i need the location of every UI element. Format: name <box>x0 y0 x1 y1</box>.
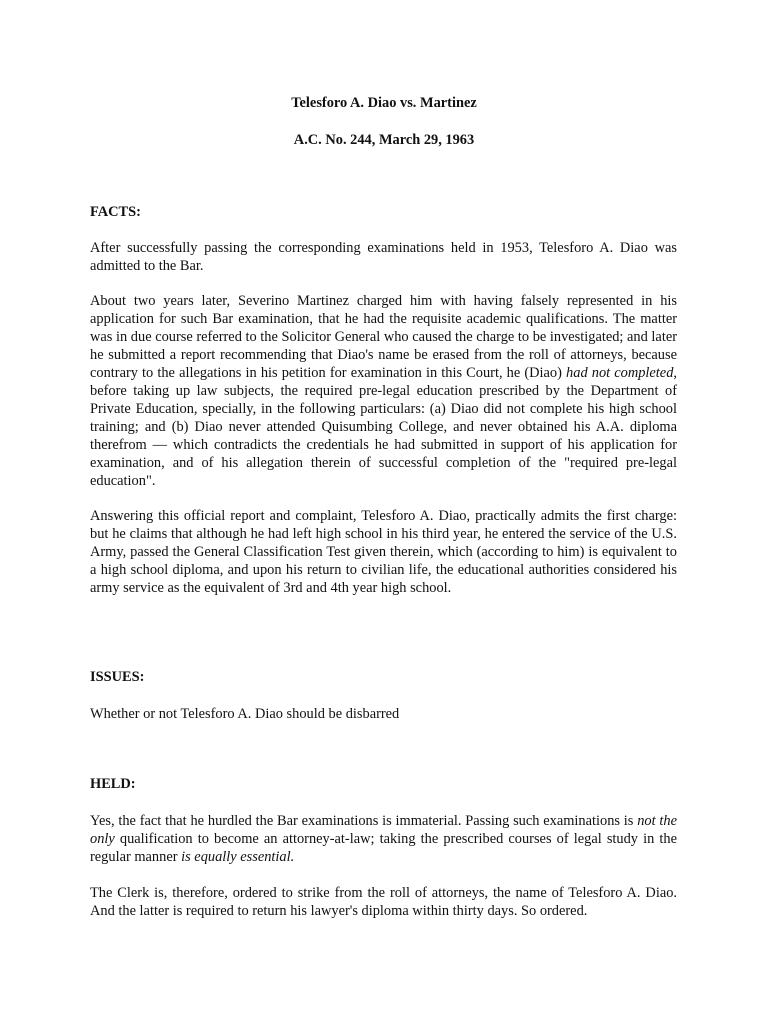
held-paragraph-1-emphasis-1: not the only <box>90 813 677 847</box>
issues-paragraph-1: Whether or not Telesforo A. Diao should be disbarred <box>90 706 400 722</box>
document-title: Telesforo A. Diao vs. Martinez <box>291 95 477 111</box>
held-paragraph-2: The Clerk is, therefore, ordered to strike from the roll of attorneys, the name of Telesforo A. Diao. And the latter is required to return his lawyer's diploma within thirty days. So ordered. <box>90 885 677 919</box>
held-paragraph-1 <box>90 812 677 866</box>
facts-heading: FACTS: <box>90 204 141 220</box>
held-paragraph-1-emphasis-2: is equally essential. <box>181 849 295 865</box>
facts-paragraph-2 <box>90 292 677 490</box>
case-citation: A.C. No. 244, March 29, 1963 <box>293 132 475 148</box>
held-paragraph-1-text-a: Yes, the fact that he hurdled the Bar examinations is immaterial. Passing such examinations is <box>90 813 638 829</box>
facts-paragraph-2-emphasis: had not completed <box>566 365 674 381</box>
held-paragraph-1-text-b: qualification to become an attorney-at-law; taking the prescribed courses of legal study in the regular manner <box>90 831 677 865</box>
facts-paragraph-2-text-b: , before taking up law subjects, the required pre-legal education prescribed by the Department of Private Education, specially, in the following particulars: (a) Diao did not complete his high school training; and (b) Diao never attended Quisumbing College, and never obtained his A.A. diploma therefrom — which contradicts the credentials he had submitted in support of his application for examination, and of his allegation therein of successful completion of the "required pre-legal education". <box>90 365 677 489</box>
held-heading: HELD: <box>90 776 136 792</box>
facts-paragraph-2-text-a: About two years later, Severino Martinez charged him with having falsely represented in his application for such Bar examination, that he had the requisite academic qualifications. The matter was in due course referred to the Solicitor General who caused the charge to be investigated; and later he submitted a report recommending that Diao's name be erased from the roll of attorneys, because contrary to the allegations in his petition for examination in this Court, he (Diao) <box>90 293 677 381</box>
issues-heading: ISSUES: <box>90 669 145 685</box>
facts-paragraph-1: After successfully passing the corresponding examinations held in 1953, Telesforo A. Diao was admitted to the Bar. <box>90 240 677 274</box>
facts-paragraph-3: Answering this official report and complaint, Telesforo A. Diao, practically admits the first charge: but he claims that although he had left high school in his third year, he entered the service of the U.S. Army, passed the General Classification Test given therein, which (according to him) is equivalent to a high school diploma, and upon his return to civilian life, the educational authorities considered his army service as the equivalent of 3rd and 4th year high school. <box>90 508 677 596</box>
